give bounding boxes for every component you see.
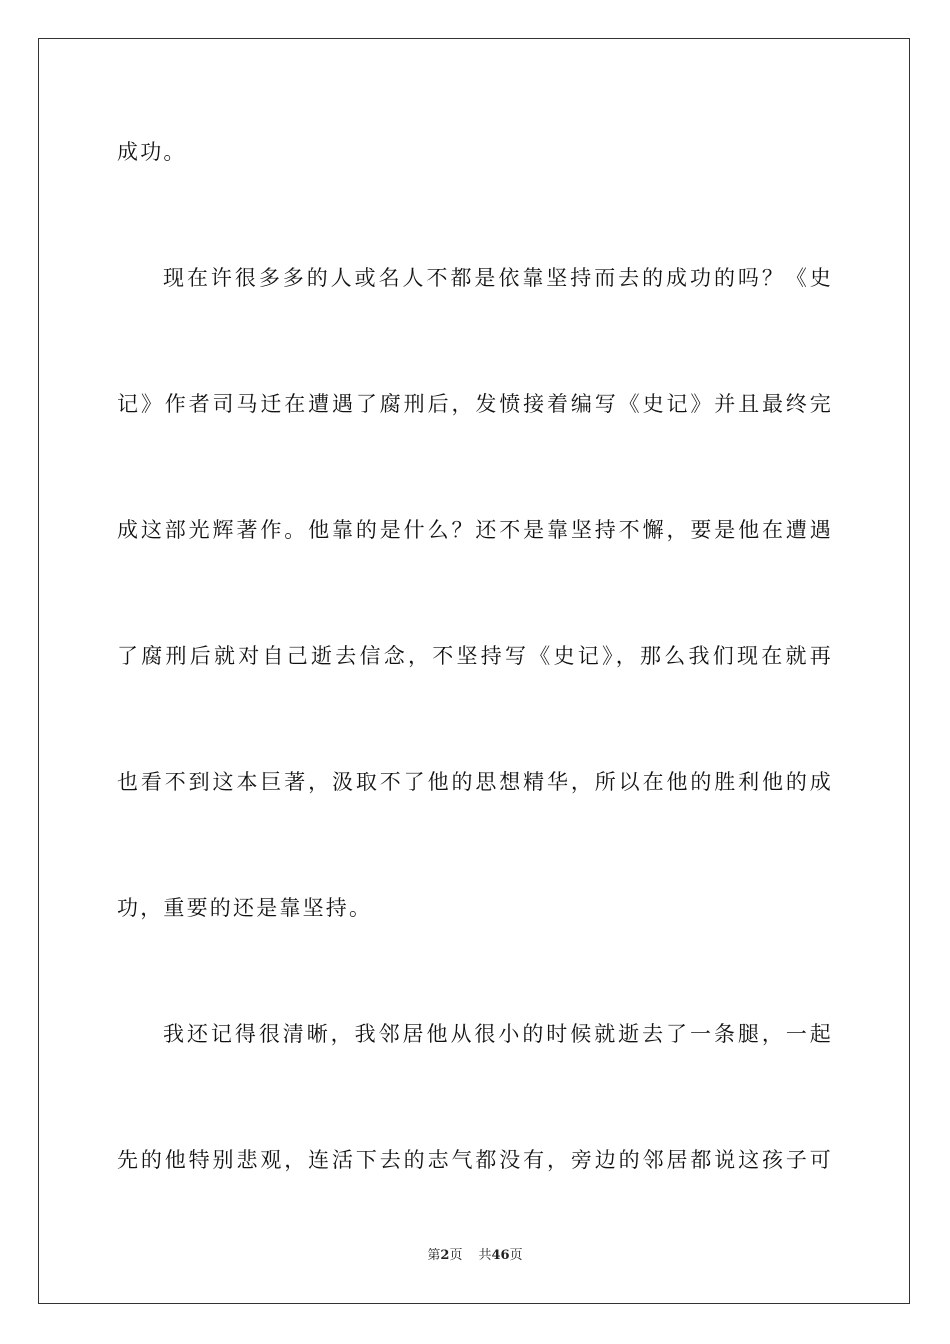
text-line: 成功。	[117, 140, 187, 164]
paragraph-first-line: 现在许很多多的人或名人不都是依靠坚持而去的成功的吗？《史	[163, 266, 833, 290]
text-line: 先的他特别悲观，连活下去的志气都没有，旁边的邻居都说这孩子可	[117, 1148, 833, 1172]
text-line: 也看不到这本巨著，汲取不了他的思想精华，所以在他的胜利他的成	[117, 770, 833, 794]
page-prefix: 第	[427, 1248, 441, 1263]
text-line: 功，重要的还是靠坚持。	[117, 896, 373, 920]
page-border	[38, 38, 910, 1304]
total-pages: 46	[491, 1248, 510, 1263]
page-suffix: 页	[449, 1248, 463, 1263]
text-line: 成这部光辉著作。他靠的是什么？还不是靠坚持不懈，要是他在遭遇	[117, 518, 833, 542]
page-footer	[0, 1247, 950, 1265]
text-line: 了腐刑后就对自己逝去信念，不坚持写《史记》，那么我们现在就再	[117, 644, 833, 668]
text-line: 记》作者司马迁在遭遇了腐刑后，发愤接着编写《史记》并且最终完	[117, 392, 833, 416]
paragraph-first-line: 我还记得很清晰，我邻居他从很小的时候就逝去了一条腿，一起	[163, 1022, 833, 1046]
page-number: 2	[440, 1248, 450, 1263]
total-suffix: 页	[509, 1248, 523, 1263]
total-prefix: 共	[478, 1248, 492, 1263]
